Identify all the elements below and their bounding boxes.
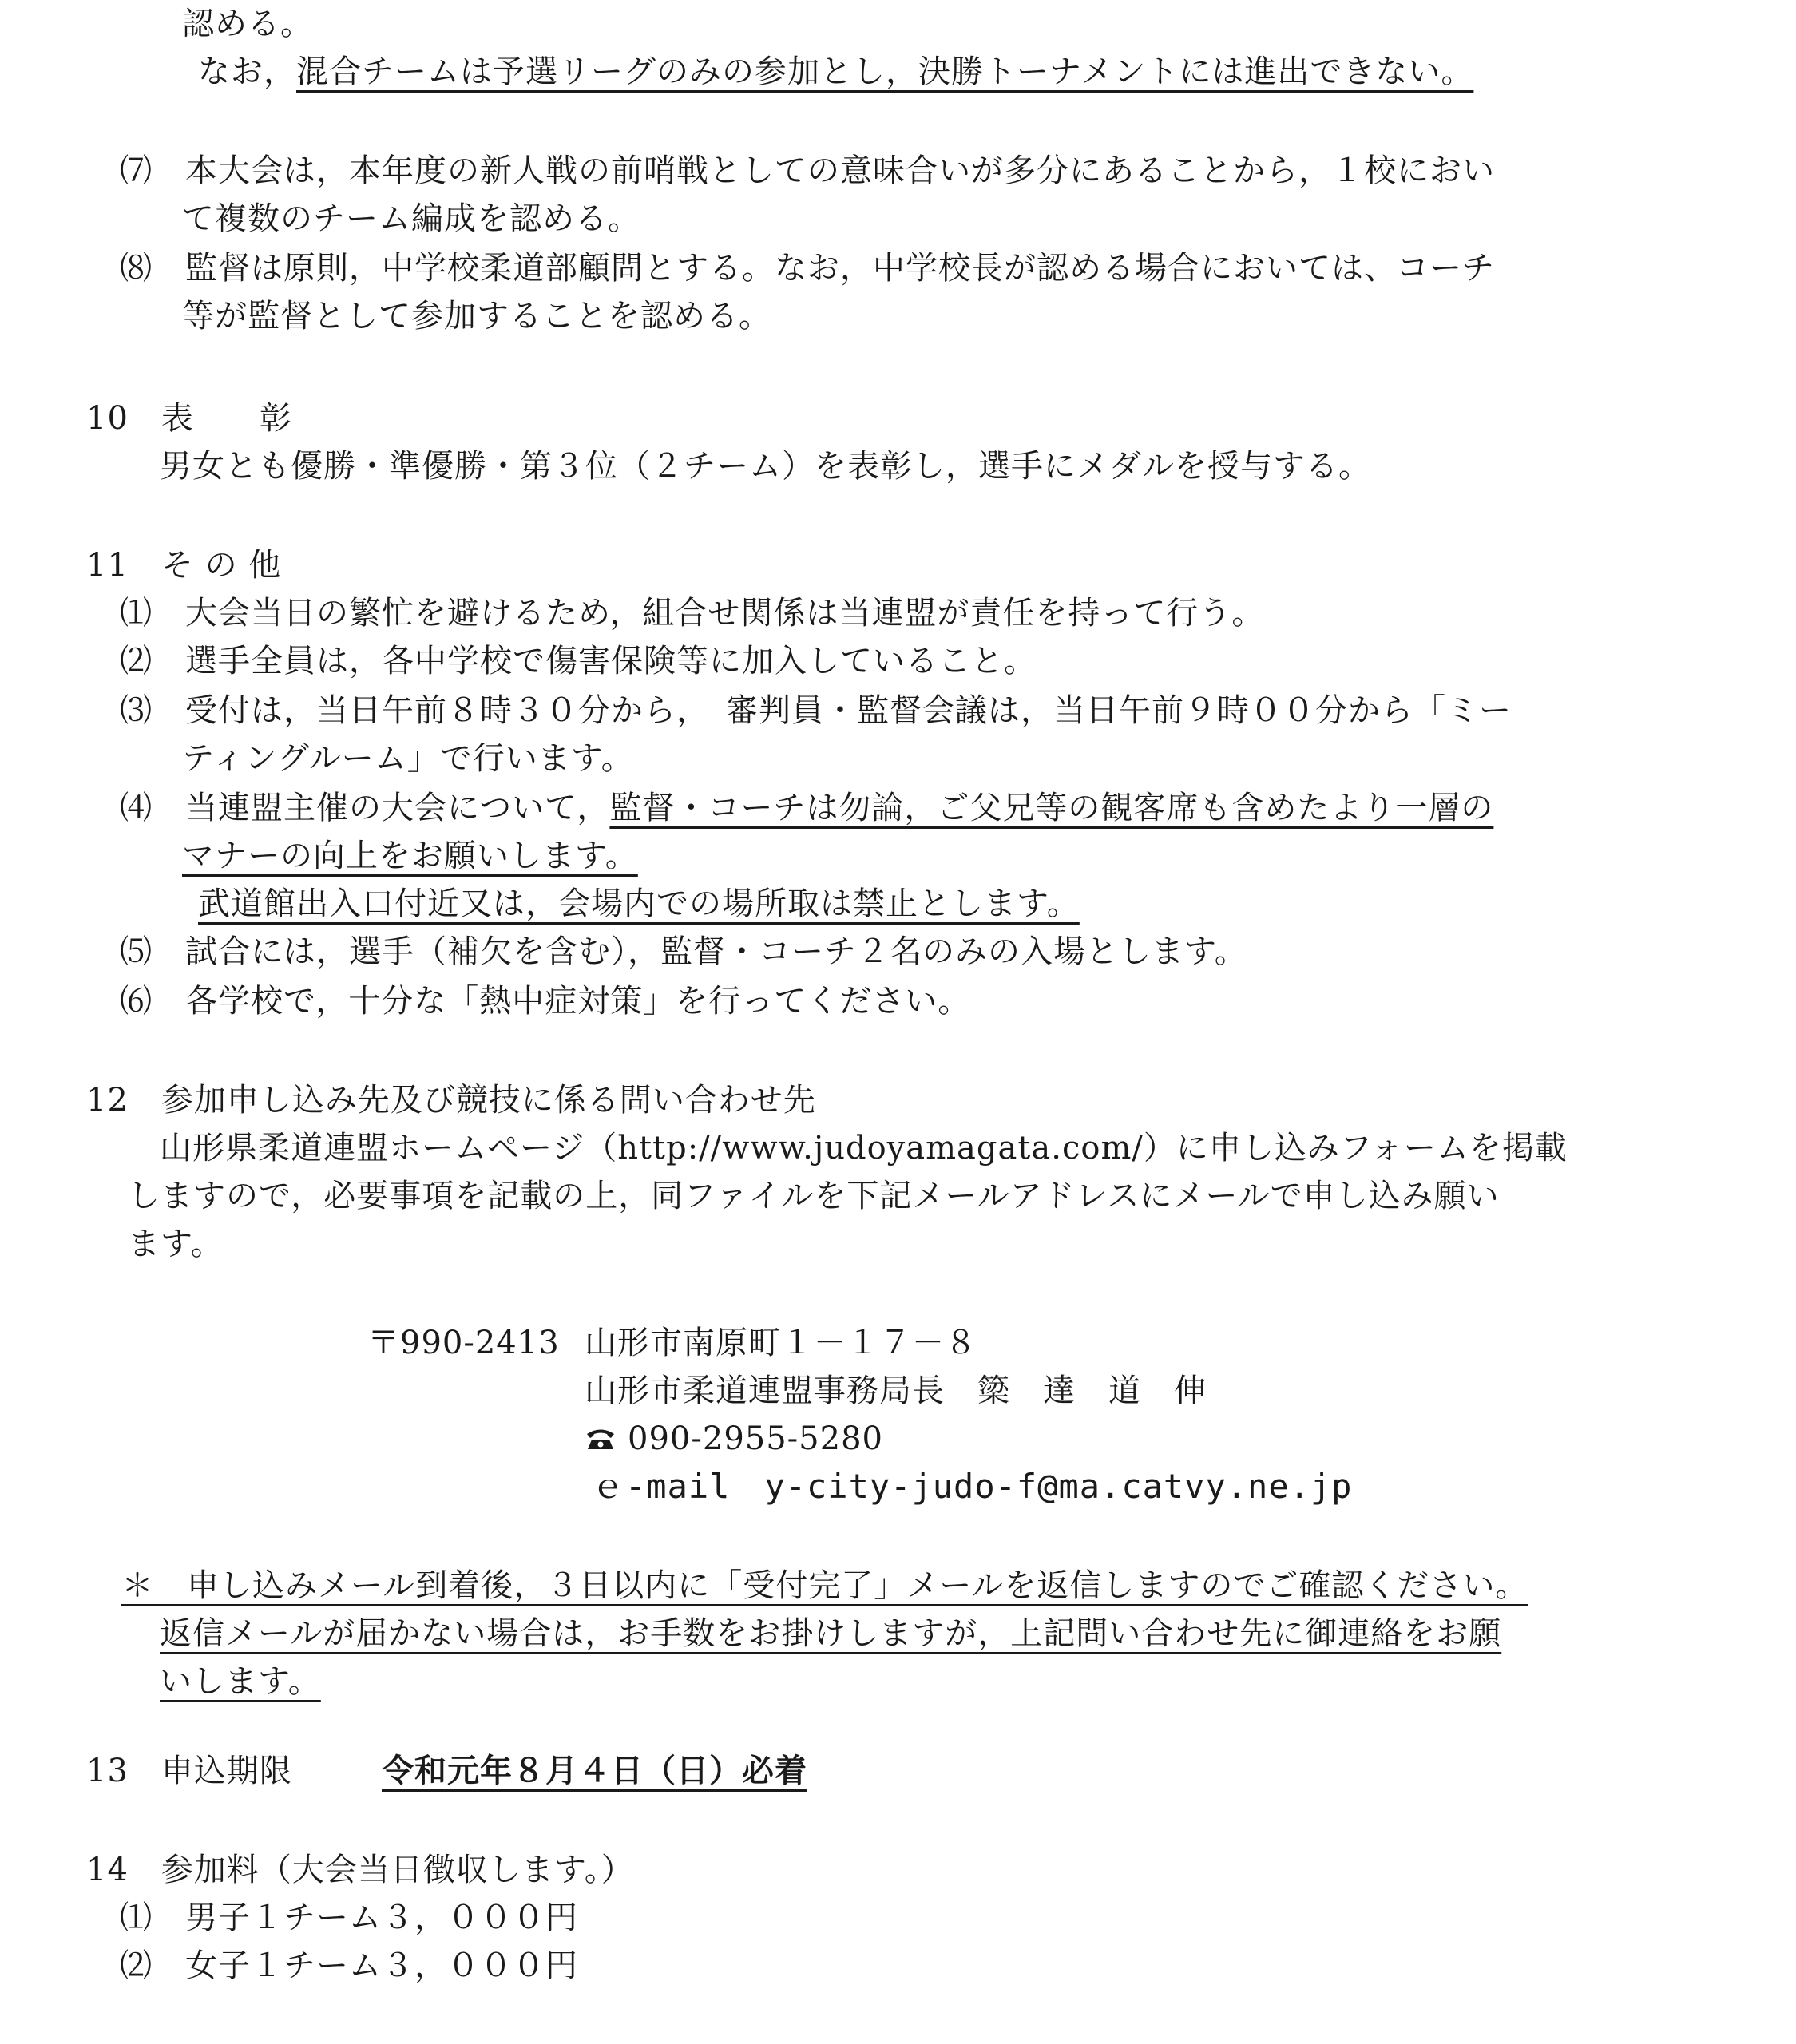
postal-code: 〒990-2413 — [367, 1325, 560, 1361]
section13-heading: 13 申込期限 — [86, 1753, 292, 1789]
s11-item4-line2 — [182, 834, 638, 878]
s9-item8-line2: 等が監督として参加することを認める。 — [182, 298, 771, 335]
s11-item1 — [120, 591, 1264, 636]
office-name: 山形市柔道連盟事務局長 簗 達 道 伸 — [585, 1373, 1207, 1409]
s11-item4-underlined-2: マナーの向上をお願いします。 — [182, 838, 638, 874]
s11-item4-line3 — [198, 881, 1080, 926]
item7-text-1: 本大会は，本年度の新人戦の前哨戦としての意味合いが多分にあることから，１校におい — [185, 153, 1495, 189]
item7-number: ⑺ — [120, 153, 153, 189]
s11-item3 — [120, 688, 1512, 733]
s9-line-a: 認める。 — [182, 6, 313, 42]
s11-item4-underlined-3: 武道館出入口付近又は，会場内での場所取は禁止とします。 — [198, 885, 1080, 922]
s9-line-b-prefix: なお， — [198, 53, 296, 90]
s11-item1-number: ⑴ — [120, 595, 153, 632]
s11-item2-text: 選手全員は，各中学校で傷害保険等に加入していること。 — [185, 643, 1037, 679]
s11-item4-prefix: 当連盟主催の大会について， — [185, 790, 610, 826]
s11-item5 — [120, 929, 1247, 974]
s11-item5-text: 試合には，選手（補欠を含む），監督・コーチ２名のみの入場とします。 — [185, 933, 1247, 970]
note-line-1 — [121, 1563, 1528, 1608]
s11-item1-text: 大会当日の繁忙を避けるため，組合せ関係は当連盟が責任を持って行う。 — [185, 595, 1265, 632]
s14-item2 — [120, 1943, 578, 1988]
note-underlined-1: ＊ 申し込みメール到着後，３日以内に「受付完了」メールを返信しますのでご確認ください。 — [121, 1567, 1528, 1604]
section12-body-3: ます。 — [128, 1226, 224, 1262]
section12-body-2: しますので，必要事項を記載の上，同ファイルを下記メールアドレスにメールで申し込み願い — [128, 1178, 1500, 1214]
s9-item7-line1 — [120, 149, 1495, 193]
email-label: ｅ-mail — [591, 1467, 731, 1506]
s14-item1 — [120, 1895, 578, 1940]
item8-number: ⑻ — [120, 250, 153, 287]
note-underlined-3: いします。 — [160, 1663, 321, 1700]
section14-heading: 14 参加料（大会当日徴収します。） — [86, 1852, 634, 1888]
s11-item6-number: ⑹ — [120, 983, 153, 1020]
s9-item7-line2: て複数のチーム編成を認める。 — [182, 200, 640, 237]
s14-item1-number: ⑴ — [120, 1899, 153, 1936]
s11-item2 — [120, 639, 1037, 683]
section12-heading: 12 参加申し込み先及び競技に係る問い合わせ先 — [86, 1082, 816, 1119]
s11-item3-text: 受付は，当日午前８時３０分から， 審判員・監督会議は，当日午前９時００分から「ミー — [185, 692, 1512, 729]
telephone-icon — [585, 1418, 617, 1442]
s9-item8-line1 — [120, 246, 1495, 291]
s11-item5-number: ⑸ — [120, 933, 153, 970]
s11-item3-number: ⑶ — [120, 692, 153, 729]
s14-item1-text: 男子１チーム３，０００円 — [185, 1899, 578, 1936]
phone-line — [585, 1416, 883, 1461]
section12-body-1: 山形県柔道連盟ホームページ（http://www.judoyamagata.com/）に申し込みフォームを掲載 — [160, 1130, 1568, 1167]
note-line-2 — [160, 1611, 1501, 1656]
note-underlined-2: 返信メールが届かない場合は，お手数をお掛けしますが，上記問い合わせ先に御連絡をお願 — [160, 1615, 1502, 1652]
s11-item6-text: 各学校で，十分な「熱中症対策」を行ってください。 — [185, 983, 971, 1020]
note-line-3 — [160, 1659, 321, 1704]
address: 山形市南原町１－１７－８ — [585, 1325, 977, 1361]
s11-item2-number: ⑵ — [120, 643, 153, 679]
s11-item4-number: ⑷ — [120, 790, 153, 826]
deadline: 令和元年８月４日（日）必着 — [382, 1753, 807, 1789]
section10-heading: 10 表 彰 — [86, 400, 292, 437]
s11-item6 — [120, 979, 970, 1024]
s14-item2-text: 女子１チーム３，０００円 — [185, 1947, 578, 1984]
s11-item4-underlined-1: 監督・コーチは勿論，ご父兄等の観客席も含めたより一層の — [609, 790, 1494, 826]
s14-item2-number: ⑵ — [120, 1947, 153, 1984]
s9-line-b-underlined: 混合チームは予選リーグのみの参加とし，決勝トーナメントには進出できない。 — [296, 53, 1474, 90]
s11-item3-cont: ティングルーム」で行います。 — [182, 740, 634, 777]
phone-number: 090-2955-5280 — [628, 1420, 883, 1457]
s9-line-b — [198, 50, 1473, 94]
s11-item4 — [120, 786, 1493, 830]
section11-heading: 11 そ の 他 — [86, 547, 282, 584]
email-address[interactable]: y-city-judo-f@ma.catvy.ne.jp — [764, 1467, 1353, 1506]
section10-body: 男女とも優勝・準優勝・第３位（２チーム）を表彰し，選手にメダルを授与する。 — [160, 448, 1371, 485]
item8-text-1: 監督は原則，中学校柔道部顧問とする。なお，中学校長が認める場合においては、コーチ — [185, 250, 1495, 287]
email-line — [591, 1464, 1352, 1509]
